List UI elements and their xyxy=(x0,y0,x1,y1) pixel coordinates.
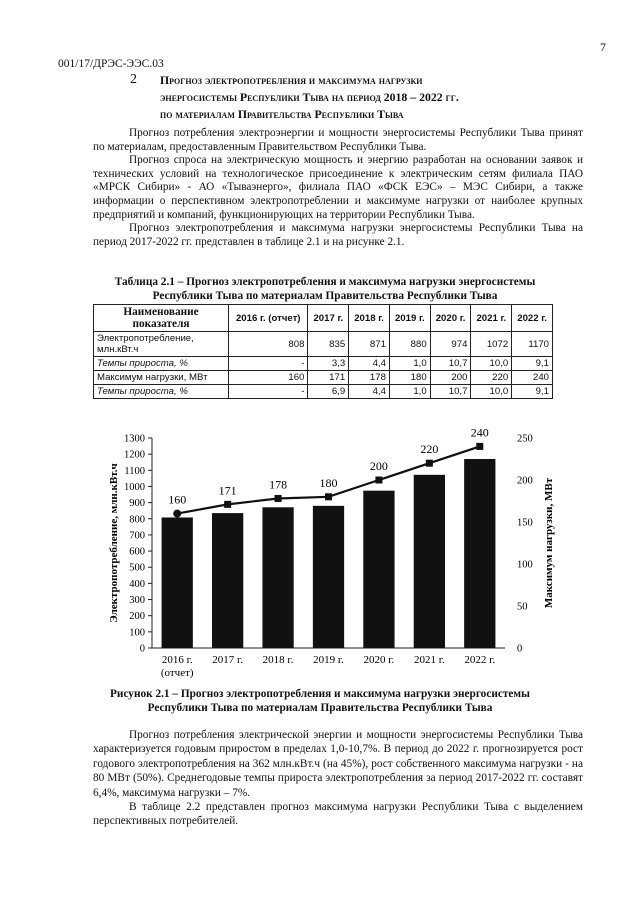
table-cell: - xyxy=(229,357,308,371)
left-tick-label: 1300 xyxy=(124,433,145,445)
table-header-row xyxy=(94,305,553,332)
paragraph: В таблице 2.2 представлен прогноз максимума нагрузки Республики Тыва с выделением перспективных потребителей. xyxy=(93,801,583,828)
table-row xyxy=(94,385,553,399)
bar xyxy=(363,491,394,648)
row-label: Темпы прироста, % xyxy=(94,357,229,371)
line-point xyxy=(173,510,181,518)
left-tick-label: 800 xyxy=(129,514,145,526)
document-id: 001/17/ДРЭС-ЭЭС.03 xyxy=(58,58,164,70)
right-axis-title: Максимум нагрузки, МВт xyxy=(543,477,555,609)
forecast-table xyxy=(93,304,553,399)
section-number: 2 xyxy=(130,72,137,87)
bar xyxy=(162,517,193,648)
intro-text xyxy=(93,127,583,249)
column-header: 2022 г. xyxy=(512,305,553,332)
line-point xyxy=(224,501,231,508)
left-tick-label: 600 xyxy=(129,546,145,558)
left-tick-label: 100 xyxy=(129,627,145,639)
table-cell: 10,7 xyxy=(430,357,471,371)
category-label: 2017 г. xyxy=(212,654,244,666)
table-cell: 974 xyxy=(430,332,471,357)
data-label: 220 xyxy=(420,442,439,457)
left-tick-label: 700 xyxy=(129,530,145,542)
left-tick-label: 1000 xyxy=(124,481,145,493)
bar xyxy=(212,513,243,648)
category-label: 2021 г. xyxy=(413,654,445,666)
table-cell: - xyxy=(229,385,308,399)
category-label: 2018 г. xyxy=(262,654,294,666)
category-sublabel: (отчет) xyxy=(160,667,194,679)
table-cell: 178 xyxy=(349,371,390,385)
right-tick-label: 150 xyxy=(517,517,533,529)
table-cell: 171 xyxy=(308,371,349,385)
table-cell: 6,9 xyxy=(308,385,349,399)
column-header: 2020 г. xyxy=(430,305,471,332)
column-header: 2018 г. xyxy=(349,305,390,332)
table-caption-line: Республики Тыва по материалам Правительства Республики Тыва xyxy=(152,290,498,302)
row-label: Темпы прироста, % xyxy=(94,385,229,399)
line-point xyxy=(325,493,332,500)
left-tick-label: 0 xyxy=(139,643,145,655)
left-tick-label: 300 xyxy=(129,595,145,607)
figure-caption xyxy=(90,687,550,715)
table-cell: 200 xyxy=(430,371,471,385)
data-label: 178 xyxy=(269,477,288,492)
table-cell: 871 xyxy=(349,332,390,357)
paragraph: Прогноз спроса на электрическую мощность и энергию разработан на основании заявок и технических условий на технологическое присоединение к электрическим сетям филиала ПАО «МРСК Сибири» - АО «Тываэнерго», филиала ПАО «ФСК ЕЭС» – МЭС Сибири, а также информации о перспективном электропотреблении и максимуме нагрузки от наиболее крупных предприятий и компаний, функционирующих на территории Республики Тыва. xyxy=(93,154,583,221)
bar xyxy=(262,507,293,648)
table-cell: 1072 xyxy=(471,332,512,357)
right-tick-label: 50 xyxy=(517,601,528,613)
page-number: 7 xyxy=(600,40,606,54)
column-header: Наименование показателя xyxy=(94,305,229,332)
table-cell: 808 xyxy=(229,332,308,357)
table-cell: 240 xyxy=(512,371,553,385)
line-point xyxy=(476,443,483,450)
closing-text xyxy=(93,728,583,829)
figure-caption-line: Рисунок 2.1 – Прогноз электропотребления и максимума нагрузки энергосистемы xyxy=(110,688,530,700)
column-header: 2017 г. xyxy=(308,305,349,332)
bar xyxy=(464,459,495,648)
category-label: 2022 г. xyxy=(464,654,496,666)
category-label: 2016 г. xyxy=(161,654,193,666)
section-title-line: по материалам Правительства Республики Тыва xyxy=(160,107,404,121)
right-tick-label: 100 xyxy=(517,559,533,571)
table-cell: 1,0 xyxy=(389,385,430,399)
paragraph: Прогноз электропотребления и максимума нагрузки энергосистемы Республики Тыва на период 2017-2022 гг. представлен в таблице 2.1 и на рисунке 2.1. xyxy=(93,222,583,248)
row-label: Электропотребление, млн.кВт.ч xyxy=(94,332,229,357)
section-title xyxy=(160,72,580,123)
left-tick-label: 400 xyxy=(129,578,145,590)
table-row xyxy=(94,357,553,371)
table-cell: 10,7 xyxy=(430,385,471,399)
right-tick-label: 250 xyxy=(517,433,533,445)
table-cell: 835 xyxy=(308,332,349,357)
table-cell: 1170 xyxy=(512,332,553,357)
column-header: 2021 г. xyxy=(471,305,512,332)
data-label: 160 xyxy=(168,492,187,507)
bar xyxy=(414,475,445,648)
table-cell: 3,3 xyxy=(308,357,349,371)
data-label: 240 xyxy=(470,425,489,440)
table-cell: 180 xyxy=(389,371,430,385)
table-cell: 10,0 xyxy=(471,357,512,371)
data-label: 200 xyxy=(369,459,388,473)
left-tick-label: 900 xyxy=(129,498,145,510)
column-header: 2016 г. (отчет) xyxy=(229,305,308,332)
table-cell: 4,4 xyxy=(349,357,390,371)
table-cell: 880 xyxy=(389,332,430,357)
paragraph: Прогноз потребления электрической энергии и мощности энергосистемы Республики Тыва характеризуется годовым приростом в пределах 1,0-10,7%. В период до 2022 г. прогнозируется рост годового электропотребления на 362 млн.кВт.ч (на 45%), рост собственного максимума нагрузки - на 80 МВт (50%). Среднегодовые темпы прироста электропотребления за период 2017-2022 гг. составят 6,4%, максимума нагрузки – 7%. xyxy=(93,729,583,799)
table-caption xyxy=(100,275,550,303)
row-label: Максимум нагрузки, МВт xyxy=(94,371,229,385)
paragraph: Прогноз потребления электроэнергии и мощности энергосистемы Республики Тыва принят по материалам, предоставленным Правительством Республики Тыва. xyxy=(93,127,583,153)
table-cell: 9,1 xyxy=(512,385,553,399)
section-title-line: Прогноз электропотребления и максимума нагрузки xyxy=(160,73,423,87)
table-row xyxy=(94,371,553,385)
left-tick-label: 500 xyxy=(129,562,145,574)
line-point xyxy=(426,460,433,467)
left-axis-title: Электропотребление, млн.кВт.ч xyxy=(108,463,120,623)
table-cell: 4,4 xyxy=(349,385,390,399)
right-tick-label: 0 xyxy=(517,643,523,655)
forecast-chart xyxy=(0,420,640,685)
bar xyxy=(313,506,344,648)
section-title-line: энергосистемы Республики Тыва на период 2018 – 2022 гг. xyxy=(160,90,459,104)
table-cell: 10,0 xyxy=(471,385,512,399)
left-tick-label: 1100 xyxy=(124,465,145,477)
category-label: 2020 г. xyxy=(363,654,395,666)
right-tick-label: 200 xyxy=(517,475,533,487)
table-row xyxy=(94,332,553,357)
category-label: 2019 г. xyxy=(313,654,344,666)
table-cell: 9,1 xyxy=(512,357,553,371)
data-label: 171 xyxy=(218,483,237,498)
figure-caption-line: Республики Тыва по материалам Правительства Республики Тыва xyxy=(147,702,493,714)
line-point xyxy=(375,477,382,484)
table-caption-line: Таблица 2.1 – Прогноз электропотребления и максимума нагрузки энергосистемы xyxy=(114,276,536,288)
table-cell: 160 xyxy=(229,371,308,385)
left-tick-label: 1200 xyxy=(124,449,145,461)
data-label: 180 xyxy=(319,475,338,490)
table-cell: 1,0 xyxy=(389,357,430,371)
line-point xyxy=(275,495,282,502)
table-cell: 220 xyxy=(471,371,512,385)
left-tick-label: 200 xyxy=(129,611,145,623)
column-header: 2019 г. xyxy=(389,305,430,332)
